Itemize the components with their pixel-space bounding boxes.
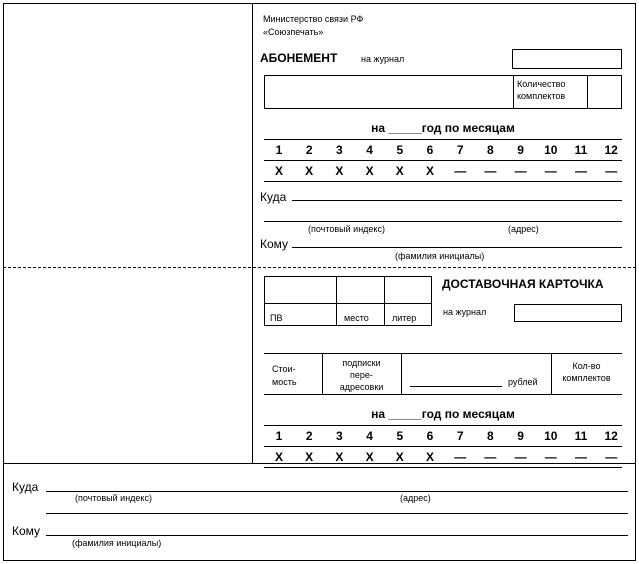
cost-divider-2 (401, 353, 402, 394)
bottom-komu-line[interactable] (46, 535, 628, 536)
subscription-month-9: 9 (517, 143, 524, 157)
subscription-kuda-label: Куда (260, 190, 287, 204)
rubles-label: рублей (508, 377, 538, 387)
delivery-month-8: 8 (487, 429, 494, 443)
delivery-month-10: 10 (544, 429, 558, 443)
delivery-month-6: 6 (426, 429, 434, 443)
rubles-amount-line[interactable] (410, 386, 502, 387)
subscription-address-line[interactable] (264, 221, 622, 222)
delivery-month-mark-5[interactable]: X (395, 450, 404, 464)
subscription-month-10: 10 (544, 143, 558, 157)
subscription-address-hint: (адрес) (508, 224, 539, 234)
subscription-na-zhurnal: на журнал (361, 54, 405, 64)
month-grid-bottom-line-2 (264, 446, 622, 447)
month-grid-bottom-line-1 (264, 425, 622, 426)
quantity-divider-2 (587, 75, 588, 109)
left-box-divider (252, 3, 253, 463)
month-grid-bottom-line-3 (264, 467, 622, 468)
cut-line (3, 267, 636, 268)
subscription-month-mark-9[interactable]: — (514, 164, 527, 178)
subscription-month-mark-1[interactable]: X (274, 164, 283, 178)
bottom-name-hint: (фамилия инициалы) (72, 538, 162, 548)
delivery-journal-index-field[interactable] (514, 304, 622, 322)
count-label-line1: Кол-во (572, 361, 601, 371)
delivery-month-1: 1 (275, 429, 283, 443)
delivery-year-heading: на _____год по месяцам (371, 407, 515, 421)
cost-row-top (264, 353, 622, 354)
subscription-month-mark-3[interactable]: X (335, 164, 344, 178)
delivery-month-mark-2[interactable]: X (305, 450, 314, 464)
subscription-month-mark-6[interactable]: X (425, 164, 434, 178)
subscription-komu-line[interactable] (292, 247, 622, 248)
liter-label: литер (392, 313, 417, 323)
subscription-komu-label: Кому (260, 237, 289, 251)
quantity-label-line1: Количество (517, 79, 566, 89)
delivery-month-mark-7[interactable]: — (454, 450, 467, 464)
subscription-month-8: 8 (487, 143, 494, 157)
cost-label-line2: мость (272, 377, 297, 387)
count-label-line2: комплектов (562, 373, 611, 383)
mesto-label: место (344, 313, 369, 323)
delivery-month-7: 7 (456, 429, 464, 443)
journal-index-field[interactable] (512, 49, 622, 69)
delivery-month-mark-1[interactable]: X (274, 450, 283, 464)
bottom-kuda-line[interactable] (46, 491, 628, 492)
subscription-title: АБОНЕМЕНТ (260, 51, 338, 65)
subscription-month-1: 1 (275, 143, 283, 157)
delivery-month-2: 2 (305, 429, 313, 443)
subscription-month-mark-4[interactable]: X (365, 164, 374, 178)
bottom-address-line[interactable] (46, 513, 628, 514)
bottom-postal-index-hint: (почтовый индекс) (75, 493, 152, 503)
month-grid-top-line-1 (264, 139, 622, 140)
pv-box-mid-line (264, 303, 432, 304)
subscription-month-mark-12[interactable]: — (605, 164, 618, 178)
quantity-label-line2: комплектов (517, 91, 566, 101)
subscription-month-mark-8[interactable]: — (484, 164, 497, 178)
journal-name-field[interactable] (264, 75, 622, 109)
org-label: «Союзпечать» (263, 27, 324, 37)
delivery-month-mark-11[interactable]: — (575, 450, 587, 464)
subs-label-line3: адресовки (339, 382, 384, 392)
ministry-label: Министерство связи РФ (263, 14, 364, 24)
month-grid-top-line-2 (264, 160, 622, 161)
bottom-kuda-label: Куда (12, 480, 39, 494)
subscription-month-mark-10[interactable]: — (544, 164, 557, 178)
pv-box-divider-1 (336, 276, 337, 326)
delivery-month-5: 5 (396, 429, 404, 443)
delivery-month-4: 4 (366, 429, 373, 443)
delivery-month-mark-10[interactable]: — (544, 450, 557, 464)
subscription-month-4: 4 (366, 143, 373, 157)
month-grid-top-line-3 (264, 181, 622, 182)
delivery-month-mark-4[interactable]: X (365, 450, 374, 464)
cost-row-bottom (264, 394, 622, 395)
subscription-month-12: 12 (604, 143, 618, 157)
subscription-year-heading: на _____год по месяцам (371, 121, 515, 135)
quantity-divider-1 (513, 75, 514, 109)
bottom-address-hint: (адрес) (400, 493, 431, 503)
delivery-title: ДОСТАВОЧНАЯ КАРТОЧКА (442, 277, 604, 291)
delivery-month-mark-8[interactable]: — (484, 450, 497, 464)
subscription-month-mark-5[interactable]: X (395, 164, 404, 178)
delivery-month-12: 12 (604, 429, 618, 443)
bottom-komu-label: Кому (12, 524, 41, 538)
subscription-month-5: 5 (396, 143, 404, 157)
delivery-month-11: 11 (574, 429, 588, 443)
subscription-kuda-line[interactable] (292, 200, 622, 201)
subscription-month-6: 6 (426, 143, 434, 157)
subs-label-line1: подписки (342, 358, 381, 368)
delivery-month-mark-9[interactable]: — (514, 450, 527, 464)
subscription-month-2: 2 (305, 143, 313, 157)
subscription-name-hint: (фамилия инициалы) (395, 251, 485, 261)
delivery-month-mark-6[interactable]: X (425, 450, 434, 464)
subscription-month-11: 11 (574, 143, 588, 157)
subscription-month-mark-7[interactable]: — (454, 164, 467, 178)
delivery-month-mark-3[interactable]: X (335, 450, 344, 464)
delivery-month-3: 3 (336, 429, 343, 443)
pv-box-divider-2 (384, 276, 385, 326)
delivery-month-9: 9 (517, 429, 524, 443)
subscription-month-mark-11[interactable]: — (575, 164, 587, 178)
delivery-na-zhurnal: на журнал (443, 307, 487, 317)
delivery-month-mark-12[interactable]: — (605, 450, 618, 464)
subscription-postal-index-hint: (почтовый индекс) (308, 224, 385, 234)
subs-label-line2: пере- (350, 370, 373, 380)
subscription-month-3: 3 (336, 143, 343, 157)
pv-label: ПВ (270, 313, 283, 323)
cost-label-line1: Стои- (272, 364, 296, 374)
subscription-month-7: 7 (456, 143, 464, 157)
subscription-month-mark-2[interactable]: X (305, 164, 314, 178)
